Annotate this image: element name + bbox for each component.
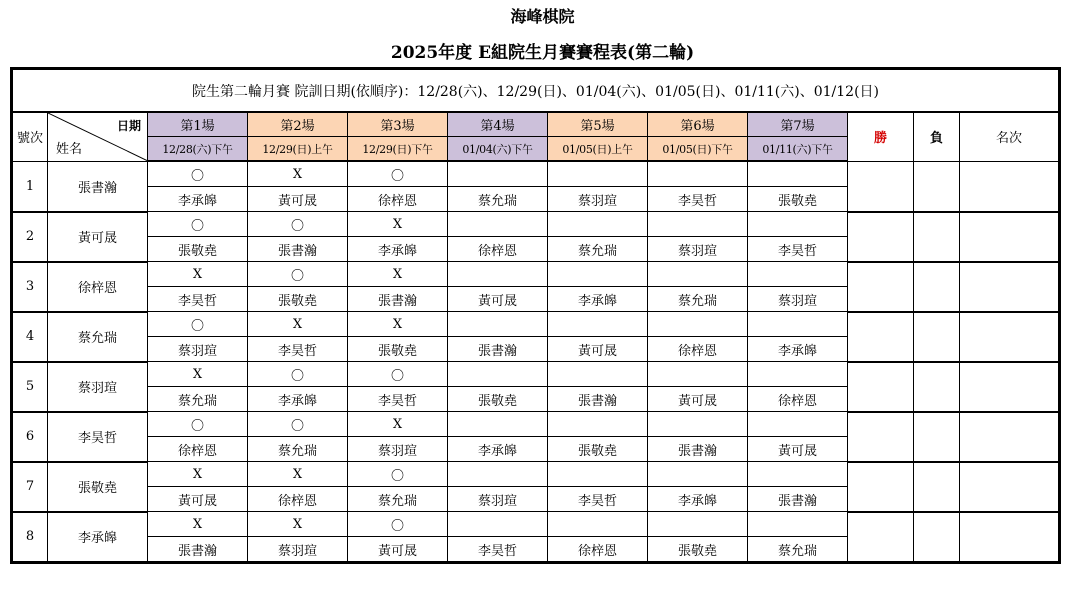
- round-2-opponent: 徐梓恩: [248, 487, 348, 512]
- round-4-opponent: 張書瀚: [448, 337, 548, 362]
- round-4-result: [448, 212, 548, 237]
- win-count-cell: [848, 512, 914, 563]
- round-2-result: X: [248, 312, 348, 337]
- round-1-opponent: 張書瀚: [148, 537, 248, 563]
- player-number: 7: [12, 462, 48, 512]
- round-1-opponent: 黃可晟: [148, 487, 248, 512]
- round-4-result: [448, 312, 548, 337]
- header-rank: 名次: [960, 112, 1060, 161]
- header-number: 號次: [12, 112, 48, 161]
- rank-cell: [960, 262, 1060, 312]
- round-3-result: X: [348, 262, 448, 287]
- round-3-date: 12/29(日)下午: [348, 137, 448, 162]
- round-7-result: [748, 462, 848, 487]
- round-2-label: 第2場: [248, 112, 348, 137]
- round-7-opponent: 蔡允瑞: [748, 537, 848, 563]
- round-2-opponent: 蔡允瑞: [248, 437, 348, 462]
- player-name: 蔡羽瑄: [48, 362, 148, 412]
- loss-count-cell: [914, 161, 960, 212]
- round-2-result: 〇: [248, 412, 348, 437]
- round-1-opponent: 張敬堯: [148, 237, 248, 262]
- loss-count-cell: [914, 262, 960, 312]
- round-7-opponent: 張書瀚: [748, 487, 848, 512]
- win-count-cell: [848, 362, 914, 412]
- loss-count-cell: [914, 462, 960, 512]
- header-date-name-diagonal: [48, 112, 148, 161]
- round-7-result: [748, 512, 848, 537]
- round-6-opponent: 蔡羽瑄: [648, 237, 748, 262]
- round-5-opponent: 蔡羽瑄: [548, 187, 648, 212]
- round-2-result: 〇: [248, 212, 348, 237]
- round-5-result: [548, 262, 648, 287]
- player-name: 徐梓恩: [48, 262, 148, 312]
- header-date-label: 日期: [116, 119, 141, 133]
- round-3-opponent: 徐梓恩: [348, 187, 448, 212]
- win-count-cell: [848, 262, 914, 312]
- player-number: 6: [12, 412, 48, 462]
- round-1-result: X: [148, 262, 248, 287]
- round-7-opponent: 黃可晟: [748, 437, 848, 462]
- round-6-opponent: 李昊哲: [648, 187, 748, 212]
- win-count-cell: [848, 312, 914, 362]
- win-count-cell: [848, 161, 914, 212]
- player-row: [12, 212, 1060, 237]
- round-4-opponent: 蔡羽瑄: [448, 487, 548, 512]
- player-row: [12, 262, 1060, 287]
- player-name: 張書瀚: [48, 161, 148, 212]
- round-7-opponent: 徐梓恩: [748, 387, 848, 412]
- round-5-opponent: 張書瀚: [548, 387, 648, 412]
- round-2-date: 12/29(日)上午: [248, 137, 348, 162]
- player-number: 5: [12, 362, 48, 412]
- round-4-opponent: 李承皞: [448, 437, 548, 462]
- loss-count-cell: [914, 212, 960, 262]
- round-1-result: 〇: [148, 312, 248, 337]
- round-7-opponent: 李承皞: [748, 337, 848, 362]
- header-name-label: 姓名: [56, 141, 83, 157]
- round-2-result: X: [248, 161, 348, 187]
- round-2-result: X: [248, 462, 348, 487]
- round-1-label: 第1場: [148, 112, 248, 137]
- player-name: 張敬堯: [48, 462, 148, 512]
- round-6-result: [648, 362, 748, 387]
- round-2-opponent: 李承皞: [248, 387, 348, 412]
- round-4-result: [448, 462, 548, 487]
- round-4-result: [448, 512, 548, 537]
- win-count-cell: [848, 412, 914, 462]
- rank-cell: [960, 312, 1060, 362]
- round-3-label: 第3場: [348, 112, 448, 137]
- round-7-date: 01/11(六)下午: [748, 137, 848, 162]
- round-5-result: [548, 312, 648, 337]
- round-7-opponent: 蔡羽瑄: [748, 287, 848, 312]
- rank-cell: [960, 412, 1060, 462]
- round-6-result: [648, 212, 748, 237]
- round-7-result: [748, 262, 848, 287]
- round-4-label: 第4場: [448, 112, 548, 137]
- player-row: [12, 362, 1060, 387]
- round-5-label: 第5場: [548, 112, 648, 137]
- rank-cell: [960, 161, 1060, 212]
- schedule-table: [10, 67, 1061, 564]
- round-2-opponent: 蔡羽瑄: [248, 537, 348, 563]
- loss-count-cell: [914, 362, 960, 412]
- player-number: 3: [12, 262, 48, 312]
- player-name: 李承皞: [48, 512, 148, 563]
- round-3-opponent: 李承皞: [348, 237, 448, 262]
- round-3-result: 〇: [348, 161, 448, 187]
- player-row: [12, 462, 1060, 487]
- round-4-result: [448, 412, 548, 437]
- round-2-opponent: 張書瀚: [248, 237, 348, 262]
- round-6-result: [648, 462, 748, 487]
- header-win: 勝: [848, 112, 914, 161]
- rank-cell: [960, 512, 1060, 563]
- header-loss: 負: [914, 112, 960, 161]
- round-7-opponent: 李昊哲: [748, 237, 848, 262]
- player-number: 8: [12, 512, 48, 563]
- rank-cell: [960, 362, 1060, 412]
- round-4-result: [448, 161, 548, 187]
- round-3-result: 〇: [348, 362, 448, 387]
- round-6-result: [648, 312, 748, 337]
- round-6-opponent: 張書瀚: [648, 437, 748, 462]
- round-2-opponent: 黃可晟: [248, 187, 348, 212]
- round-3-opponent: 張敬堯: [348, 337, 448, 362]
- round-4-opponent: 徐梓恩: [448, 237, 548, 262]
- round-7-result: [748, 161, 848, 187]
- player-name: 黃可晟: [48, 212, 148, 262]
- round-2-opponent: 張敬堯: [248, 287, 348, 312]
- round-1-result: X: [148, 462, 248, 487]
- round-1-date: 12/28(六)下午: [148, 137, 248, 162]
- round-7-result: [748, 212, 848, 237]
- loss-count-cell: [914, 512, 960, 563]
- round-6-result: [648, 412, 748, 437]
- round-1-result: X: [148, 362, 248, 387]
- player-row: [12, 412, 1060, 437]
- round-2-opponent: 李昊哲: [248, 337, 348, 362]
- player-row: [12, 312, 1060, 337]
- player-name: 李昊哲: [48, 412, 148, 462]
- round-3-result: X: [348, 212, 448, 237]
- player-number: 1: [12, 161, 48, 212]
- round-5-result: [548, 412, 648, 437]
- round-5-result: [548, 212, 648, 237]
- round-1-result: X: [148, 512, 248, 537]
- round-6-date: 01/05(日)下午: [648, 137, 748, 162]
- document-subtitle: 2025年度 E組院生月賽賽程表(第二輪): [390, 43, 695, 63]
- rank-cell: [960, 212, 1060, 262]
- round-7-opponent: 張敬堯: [748, 187, 848, 212]
- round-4-result: [448, 362, 548, 387]
- round-3-opponent: 黃可晟: [348, 537, 448, 563]
- round-1-opponent: 李昊哲: [148, 287, 248, 312]
- banner-training-dates: 院生第二輪月賽 院訓日期(依順序)：12/28(六)、12/29(日)、01/04(六)、01/05(日)、01/11(六)、01/12(日): [12, 69, 1060, 113]
- player-number: 2: [12, 212, 48, 262]
- round-5-opponent: 張敬堯: [548, 437, 648, 462]
- round-1-result: 〇: [148, 161, 248, 187]
- round-3-result: 〇: [348, 462, 448, 487]
- round-2-result: X: [248, 512, 348, 537]
- round-6-opponent: 黃可晟: [648, 387, 748, 412]
- round-5-result: [548, 161, 648, 187]
- round-2-result: 〇: [248, 362, 348, 387]
- round-5-opponent: 李承皞: [548, 287, 648, 312]
- round-7-result: [748, 412, 848, 437]
- round-3-result: X: [348, 312, 448, 337]
- loss-count-cell: [914, 312, 960, 362]
- round-7-label: 第7場: [748, 112, 848, 137]
- round-4-opponent: 張敬堯: [448, 387, 548, 412]
- round-1-opponent: 李承皞: [148, 187, 248, 212]
- round-4-date: 01/04(六)下午: [448, 137, 548, 162]
- round-3-opponent: 蔡允瑞: [348, 487, 448, 512]
- player-number: 4: [12, 312, 48, 362]
- win-count-cell: [848, 462, 914, 512]
- round-5-result: [548, 512, 648, 537]
- round-6-label: 第6場: [648, 112, 748, 137]
- round-5-result: [548, 362, 648, 387]
- round-4-opponent: 李昊哲: [448, 537, 548, 563]
- round-3-opponent: 蔡羽瑄: [348, 437, 448, 462]
- round-1-result: 〇: [148, 412, 248, 437]
- round-6-opponent: 蔡允瑞: [648, 287, 748, 312]
- document-title: 海峰棋院: [510, 7, 575, 26]
- round-2-result: 〇: [248, 262, 348, 287]
- round-5-opponent: 徐梓恩: [548, 537, 648, 563]
- round-4-opponent: 蔡允瑞: [448, 187, 548, 212]
- round-1-opponent: 蔡羽瑄: [148, 337, 248, 362]
- round-5-result: [548, 462, 648, 487]
- round-3-result: 〇: [348, 512, 448, 537]
- round-6-opponent: 李承皞: [648, 487, 748, 512]
- round-1-result: 〇: [148, 212, 248, 237]
- round-5-opponent: 蔡允瑞: [548, 237, 648, 262]
- round-6-result: [648, 262, 748, 287]
- round-5-opponent: 李昊哲: [548, 487, 648, 512]
- round-3-opponent: 李昊哲: [348, 387, 448, 412]
- rank-cell: [960, 462, 1060, 512]
- player-name: 蔡允瑞: [48, 312, 148, 362]
- round-6-opponent: 徐梓恩: [648, 337, 748, 362]
- win-count-cell: [848, 212, 914, 262]
- round-1-opponent: 徐梓恩: [148, 437, 248, 462]
- round-3-result: X: [348, 412, 448, 437]
- round-6-result: [648, 512, 748, 537]
- round-5-opponent: 黃可晟: [548, 337, 648, 362]
- round-7-result: [748, 362, 848, 387]
- round-1-opponent: 蔡允瑞: [148, 387, 248, 412]
- round-7-result: [748, 312, 848, 337]
- round-6-result: [648, 161, 748, 187]
- loss-count-cell: [914, 412, 960, 462]
- round-3-opponent: 張書瀚: [348, 287, 448, 312]
- round-6-opponent: 張敬堯: [648, 537, 748, 563]
- round-4-opponent: 黃可晟: [448, 287, 548, 312]
- player-row: [12, 512, 1060, 537]
- player-row: [12, 161, 1060, 187]
- round-4-result: [448, 262, 548, 287]
- round-5-date: 01/05(日)上午: [548, 137, 648, 162]
